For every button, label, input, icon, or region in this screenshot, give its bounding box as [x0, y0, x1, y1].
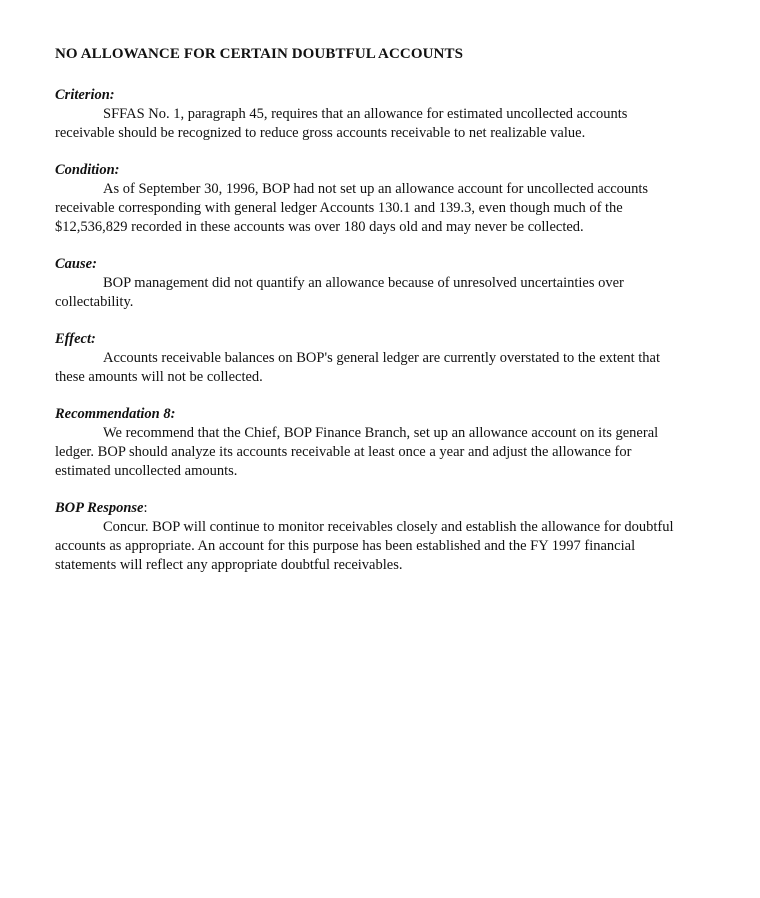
- section-body: Accounts receivable balances on BOP's general ledger are currently overstated to the extent that these amounts will not be collected.: [55, 350, 661, 385]
- section-body: We recommend that the Chief, BOP Finance Branch, set up an allowance account on its general ledger. BOP should analyze its accounts receivable at least once a year and adjust the allowance for estimated uncollected amounts.: [55, 425, 659, 479]
- section-heading: Cause:: [55, 256, 97, 272]
- section-cause: [55, 255, 675, 312]
- section-heading: Criterion:: [55, 87, 115, 103]
- section-body: As of September 30, 1996, BOP had not set up an allowance account for uncollected accounts receivable corresponding with general ledger Accounts 130.1 and 139.3, even though much of the $12,536,829 recorded in these accounts was over 180 days old and may never be collected.: [55, 181, 649, 235]
- section-heading: [55, 499, 675, 518]
- section-body: BOP management did not quantify an allowance because of unresolved uncertainties over collectability.: [55, 275, 624, 310]
- section-criterion: [55, 86, 675, 143]
- section-heading: Condition:: [55, 162, 120, 178]
- section-bop-response: [55, 499, 675, 575]
- section-condition: [55, 161, 675, 237]
- document-page: [55, 44, 675, 593]
- section-heading: Recommendation 8:: [55, 406, 176, 422]
- section-effect: [55, 330, 675, 387]
- section-body: Concur. BOP will continue to monitor receivables closely and establish the allowance for doubtful accounts as appropriate. An account for this purpose has been established and the FY 1997 financial statements will reflect any appropriate doubtful receivables.: [55, 519, 674, 573]
- section-heading-text: BOP Response: [55, 500, 144, 516]
- section-recommendation: [55, 405, 675, 481]
- document-title: NO ALLOWANCE FOR CERTAIN DOUBTFUL ACCOUNTS: [55, 46, 464, 62]
- section-heading: Effect:: [55, 331, 96, 347]
- section-body: SFFAS No. 1, paragraph 45, requires that an allowance for estimated uncollected accounts receivable should be recognized to reduce gross accounts receivable to net realizable value.: [55, 106, 628, 141]
- section-heading-suffix: :: [143, 500, 148, 516]
